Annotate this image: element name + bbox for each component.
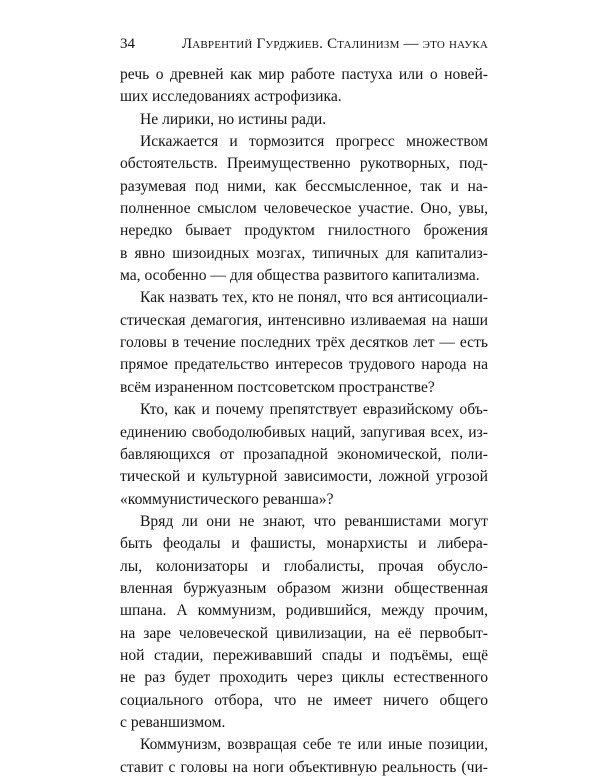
- text-line: обстоятельств. Преимущественно рукотворных, под-: [120, 155, 488, 173]
- text-line: «коммунистического реванша»?: [120, 490, 334, 508]
- text-line: разумевая под ними, как бессмысленное, так и на-: [120, 177, 488, 195]
- text-line: Не лирики, но истины ради.: [140, 110, 327, 128]
- text-line: Искажается и тормозится прогресс множеством: [140, 133, 488, 151]
- paragraph: [120, 131, 488, 287]
- body-text: [120, 64, 488, 779]
- text-line: ма, особенно — для общества развитого капитализма.: [120, 267, 480, 285]
- text-line: Коммунизм, возвращая себе те или иные позиции,: [140, 736, 488, 754]
- text-line: речь о древней как мир работе пастуха или о новей-: [120, 66, 488, 83]
- text-line: ших исследованиях астрофизика.: [120, 88, 342, 106]
- text-line: нередко бывает продуктом гнилостного брожения: [120, 222, 488, 240]
- text-line: всём израненном постсоветском пространстве?: [120, 378, 435, 396]
- text-line: бавляющихся от прозападной экономической, поли-: [120, 445, 488, 463]
- text-line: в явно шизоидных мозгах, типичных для капитализ-: [120, 244, 488, 262]
- paragraph: [120, 64, 488, 109]
- text-line: Кто, как и почему препятствует евразийскому объ-: [140, 401, 488, 419]
- text-line: единению свободолюбивых наций, запугивая всех, из-: [120, 423, 488, 441]
- text-line: шпана. А коммунизм, родившийся, между прочим,: [120, 602, 488, 620]
- text-line: быть феодалы и фашисты, монархисты и либера-: [120, 535, 488, 553]
- text-line: тической и культурной зависимости, ложной угрозой: [120, 468, 488, 486]
- text-line: ставит с головы на ноги объективную реальность (чи-: [120, 758, 488, 776]
- text-line: ной стадии, переживавший спады и подъёмы, ещё: [120, 646, 488, 664]
- text-line: головы в течение последних трёх десятков лет — есть: [120, 334, 488, 352]
- text-line: Вряд ли они не знают, что реваншистами могут: [140, 512, 488, 530]
- text-line: Как назвать тех, кто не понял, что вся антисоциали-: [140, 289, 488, 307]
- paragraph: [120, 511, 488, 734]
- text-line: прямое предательство интересов трудового народа на: [120, 356, 488, 374]
- text-line: вленная буржуазным образом жизни общественная: [120, 579, 488, 597]
- running-head: Лаврентий Гурджиев. Сталинизм — это наука: [181, 36, 488, 52]
- paragraph: [120, 287, 488, 399]
- text-line: не раз будет проходить через циклы естественного: [120, 669, 488, 687]
- text-line: полненное смыслом человеческое участие. Оно, увы,: [120, 200, 488, 218]
- text-line: лы, колонизаторы и глобалисты, прочая обусло-: [120, 557, 488, 575]
- paragraph: [120, 734, 488, 779]
- page-number: 34: [120, 36, 135, 52]
- text-line: социального отбора, что не имеет ничего общего: [120, 691, 488, 709]
- paragraph: [120, 399, 488, 511]
- text-line: с реваншизмом.: [120, 713, 226, 731]
- text-line: стическая демагогия, интенсивно изливаемая на наши: [120, 311, 488, 329]
- paragraph: [120, 109, 488, 131]
- text-line: на заре человеческой цивилизации, на её первобыт-: [120, 624, 488, 642]
